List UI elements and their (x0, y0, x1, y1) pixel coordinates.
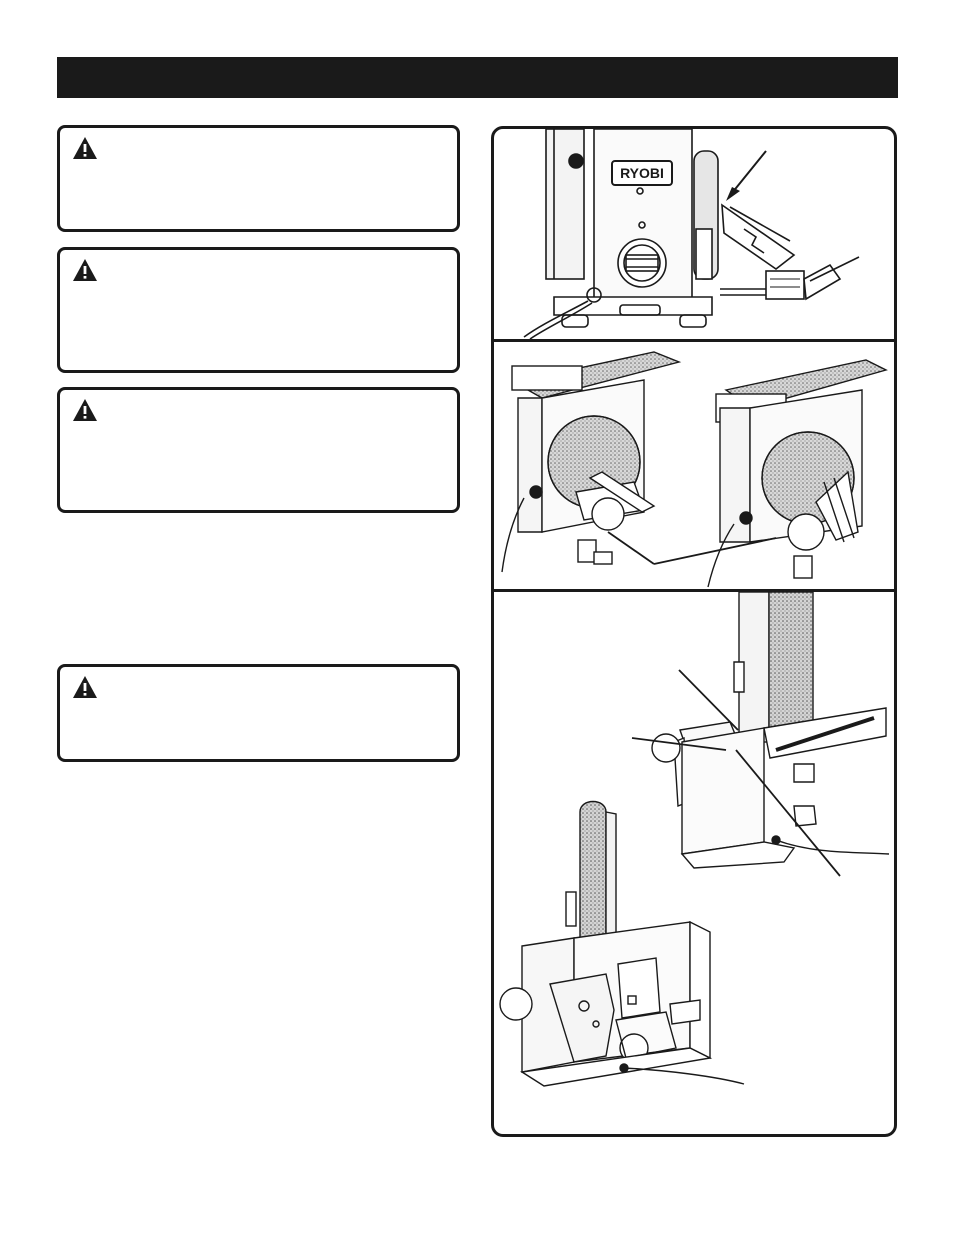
warning-box-1 (57, 125, 460, 232)
figure-a-front-view (494, 129, 894, 339)
warning-triangle-icon (72, 258, 98, 282)
warning-triangle-icon (72, 398, 98, 422)
figure-b-miter-views (494, 342, 894, 589)
brand-logo-text: RYOBI (620, 165, 664, 181)
warning-box-2 (57, 247, 460, 373)
figure-frame (491, 126, 897, 1137)
belt-position-illustration (494, 592, 894, 1134)
figure-c-belt-positions (494, 592, 894, 1134)
miter-gauge-illustration (494, 342, 894, 589)
warning-box-3 (57, 387, 460, 513)
sander-front-illustration (494, 129, 894, 339)
section-header-bar (57, 57, 898, 98)
warning-triangle-icon (72, 136, 98, 160)
warning-triangle-icon (72, 675, 98, 699)
warning-box-4 (57, 664, 460, 762)
